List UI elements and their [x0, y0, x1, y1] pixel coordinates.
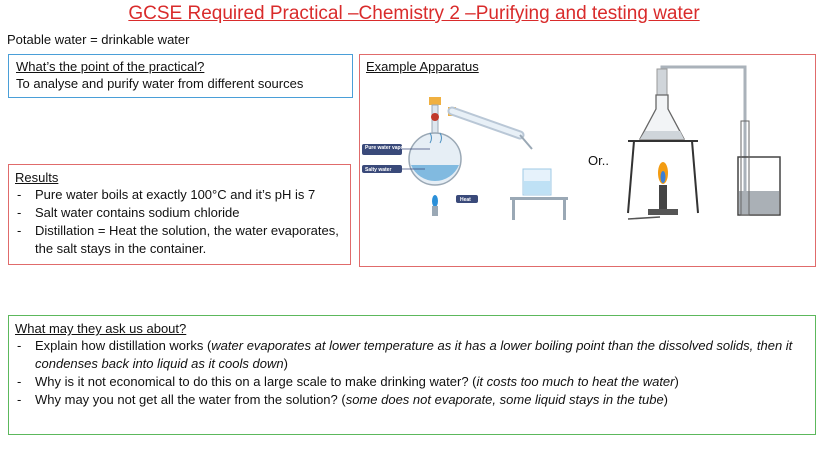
results-box: [8, 164, 351, 265]
questions-heading: What may they ask us about?: [15, 321, 187, 336]
list-item: - Explain how distillation works (water evaporates at lower temperature as it has a lower boiling point than the dissolved solids, then it condenses back into liquid as it cools down): [15, 337, 809, 373]
point-box: [8, 54, 353, 98]
list-item: - Why is it not economical to do this on a large scale to make drinking water? (it costs too much to heat the water): [15, 373, 809, 391]
conical-flask-diagram: [620, 61, 810, 229]
list-item: - Why may you not get all the water from the solution? (some does not evaporate, some liquid stays in the tube): [15, 391, 809, 409]
apparatus-box: [359, 54, 816, 267]
label-vapour: Pure water vapour: [365, 145, 409, 151]
list-item: - Salt water contains sodium chloride: [15, 204, 344, 222]
questions-list: [15, 337, 809, 409]
thermometer-bulb: [431, 113, 439, 121]
distillation-diagram: [360, 93, 580, 223]
label-salty: Salty water: [365, 167, 392, 173]
or-text: Or..: [588, 153, 609, 168]
point-heading: What’s the point of the practical?: [16, 59, 205, 74]
apparatus-heading: Example Apparatus: [366, 59, 479, 74]
point-text: To analyse and purify water from different sources: [16, 76, 304, 91]
page-title: GCSE Required Practical –Chemistry 2 –Purifying and testing water: [128, 3, 700, 24]
questions-box: [8, 315, 816, 435]
bunsen-burner: [659, 185, 667, 211]
list-item: - Pure water boils at exactly 100°C and it’s pH is 7: [15, 186, 344, 204]
results-list: [15, 186, 344, 258]
stopper-shape: [429, 97, 441, 105]
flame-shape: [432, 195, 438, 207]
list-item: - Distillation = Heat the solution, the water evaporates, the salt stays in the container.: [15, 222, 344, 258]
definition-text: Potable water = drinkable water: [7, 32, 190, 47]
results-heading: Results: [15, 170, 59, 185]
label-heat: Heat: [460, 197, 471, 203]
